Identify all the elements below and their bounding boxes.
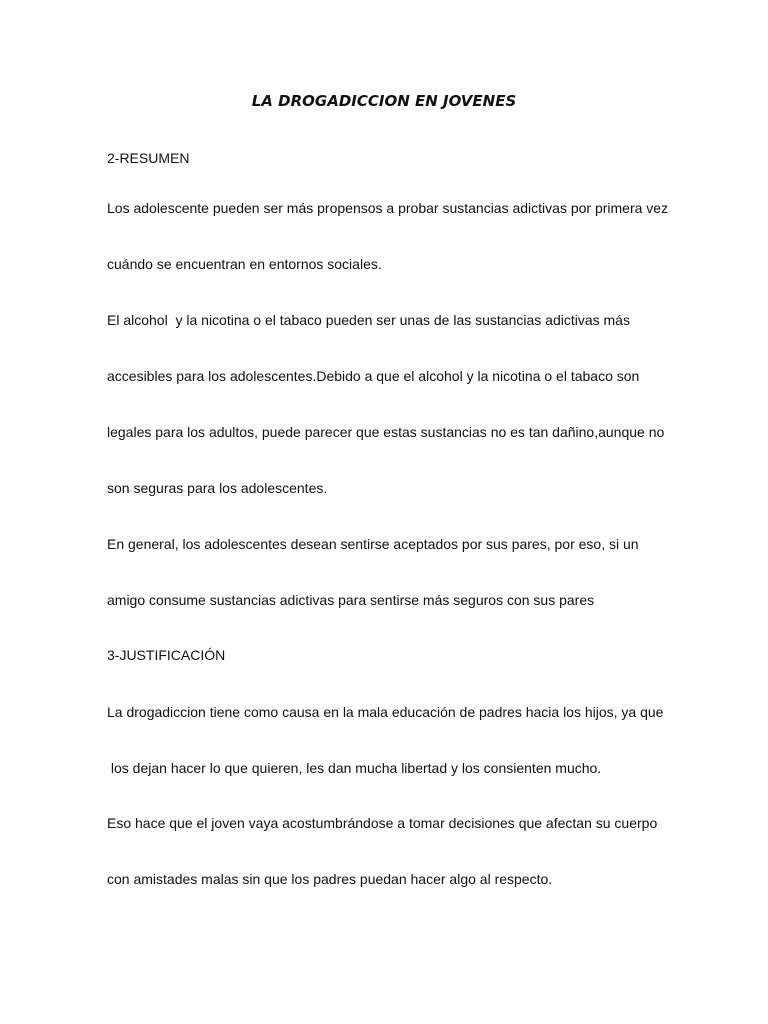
paragraph-line: Eso hace que el joven vaya acostumbrándose a tomar decisiones que afectan su cuerpo bbox=[107, 815, 658, 831]
paragraph-line: La drogadiccion tiene como causa en la mala educación de padres hacia los hijos, ya que bbox=[107, 704, 664, 720]
paragraph-line: En general, los adolescentes desean sentirse aceptados por sus pares, por eso, si un bbox=[107, 536, 639, 552]
paragraph-line: los dejan hacer lo que quieren, les dan mucha libertad y los consienten mucho. bbox=[107, 760, 602, 776]
paragraph-line: Los adolescente pueden ser más propensos a probar sustancias adictivas por primera vez bbox=[107, 200, 669, 216]
paragraph-line: accesibles para los adolescentes.Debido a que el alcohol y la nicotina o el tabaco son bbox=[107, 368, 640, 384]
document-title: LA DROGADICCION EN JOVENES bbox=[251, 92, 517, 110]
section-heading-resumen: 2-RESUMEN bbox=[107, 150, 190, 166]
paragraph-line: amigo consume sustancias adictivas para sentirse más seguros con sus pares bbox=[107, 592, 595, 608]
paragraph-line: son seguras para los adolescentes. bbox=[107, 480, 328, 496]
paragraph-line: con amistades malas sin que los padres puedan hacer algo al respecto. bbox=[107, 871, 553, 887]
paragraph-line: El alcohol y la nicotina o el tabaco pueden ser unas de las sustancias adictivas más bbox=[107, 312, 630, 328]
paragraph-line: cuándo se encuentran en entornos sociales. bbox=[107, 256, 382, 272]
section-heading-justificacion: 3-JUSTIFICACIÓN bbox=[107, 647, 226, 663]
paragraph-line: legales para los adultos, puede parecer que estas sustancias no es tan dañino,aunque no bbox=[107, 424, 665, 440]
